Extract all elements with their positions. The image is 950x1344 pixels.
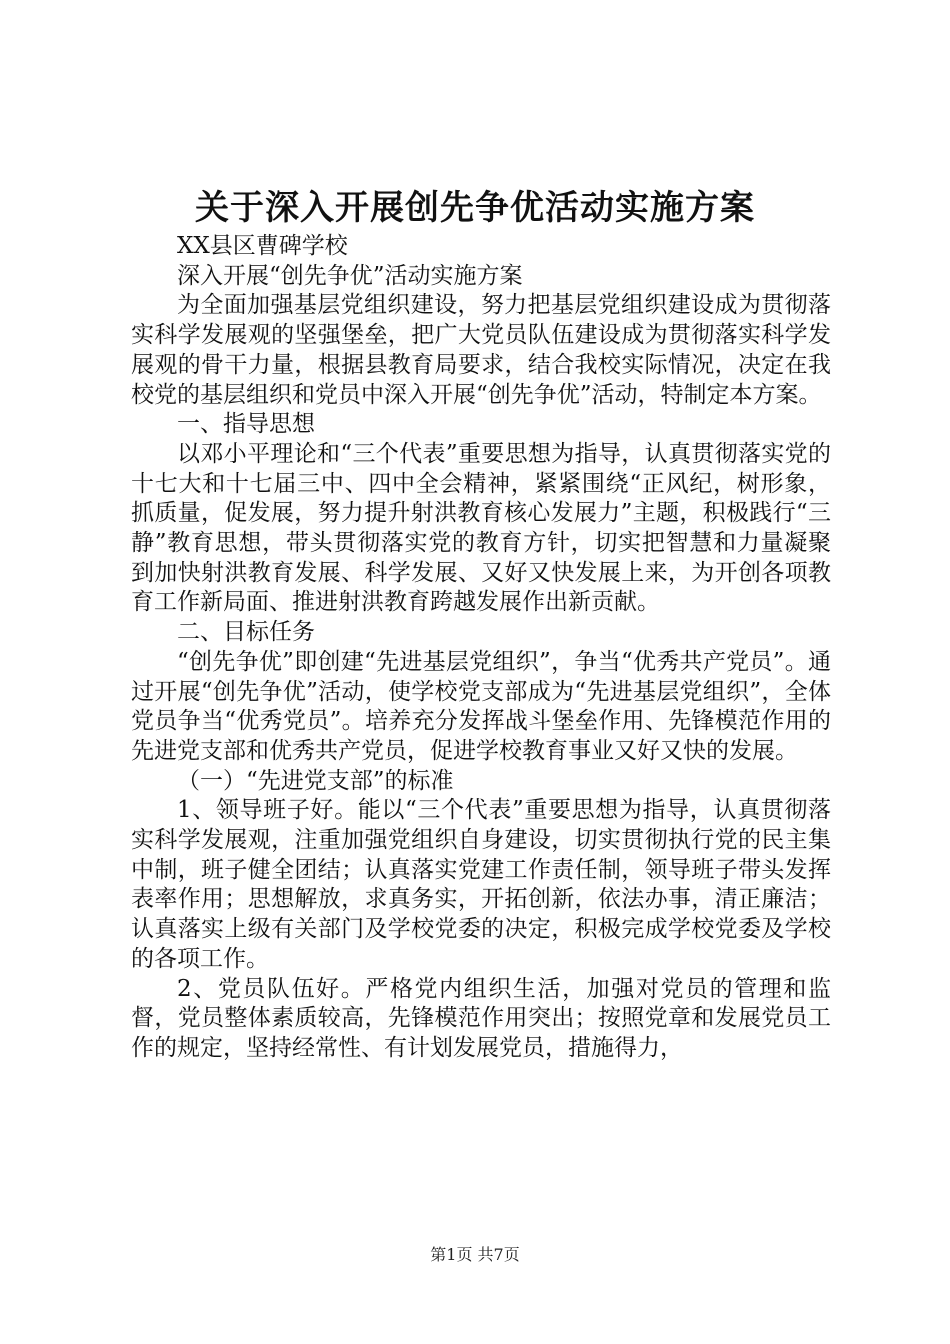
school-name-line: XX县区曹碑学校 — [177, 233, 348, 259]
guiding-ideology-paragraph: 以邓小平理论和“三个代表”重要思想为指导，认真贯彻落实党的十七大和十七届三中、四中全会精神，紧紧围绕“正风纪，树形象，抓质量，促发展，努力提升射洪教育核心发展力”主题，积极践行“三静”教育思想，带头贯彻落实党的教育方针，切实把智慧和力量凝聚到加快射洪教育发展、科学发展、又好又快发展上来，为开创各项教育工作新局面、推进射洪教育跨越发展作出新贡献。 — [131, 440, 831, 616]
subsection-heading-standards: （一）“先进党支部”的标准 — [177, 767, 454, 794]
document-title: 关于深入开展创先争优活动实施方案 — [195, 188, 755, 228]
document-body — [131, 232, 831, 1064]
intro-paragraph: 为全面加强基层党组织建设，努力把基层党组织建设成为贯彻落实科学发展观的坚强堡垒，把广大党员队伍建设成为贯彻落实科学发展观的骨干力量，根据县教育局要求，结合我校实际情况，决定在我校党的基层组织和党员中深入开展“创先争优”活动，特制定本方案。 — [131, 292, 831, 408]
page-number-footer: 第1页 共7页 — [430, 1245, 520, 1264]
standard-item-1-paragraph: 1、领导班子好。能以“三个代表”重要思想为指导，认真贯彻落实科学发展观，注重加强党组织自身建设，切实贯彻执行党的民主集中制，班子健全团结；认真落实党建工作责任制，领导班子带头发挥表率作用；思想解放，求真务实，开拓创新，依法办事，清正廉洁；认真落实上级有关部门及学校党委的决定，积极完成学校党委及学校的各项工作。 — [131, 797, 831, 972]
standard-item-2-paragraph: 2、党员队伍好。严格党内组织生活，加强对党员的管理和监督，党员整体素质较高，先锋模范作用突出；按照党章和发展党员工作的规定，坚持经常性、有计划发展党员，措施得力， — [131, 975, 831, 1061]
goals-paragraph: “创先争优”即创建“先进基层党组织”，争当“优秀共产党员”。通过开展“创先争优”活动，使学校党支部成为“先进基层党组织”，全体党员争当“优秀党员”。培养充分发挥战斗堡垒作用、先锋模范作用的先进党支部和优秀共产党员，促进学校教育事业又好又快的发展。 — [131, 648, 831, 764]
section-heading-goals: 二、目标任务 — [177, 619, 315, 646]
plan-subtitle-line: 深入开展“创先争优”活动实施方案 — [177, 262, 523, 289]
section-heading-guiding-ideology: 一、指导思想 — [177, 411, 315, 438]
